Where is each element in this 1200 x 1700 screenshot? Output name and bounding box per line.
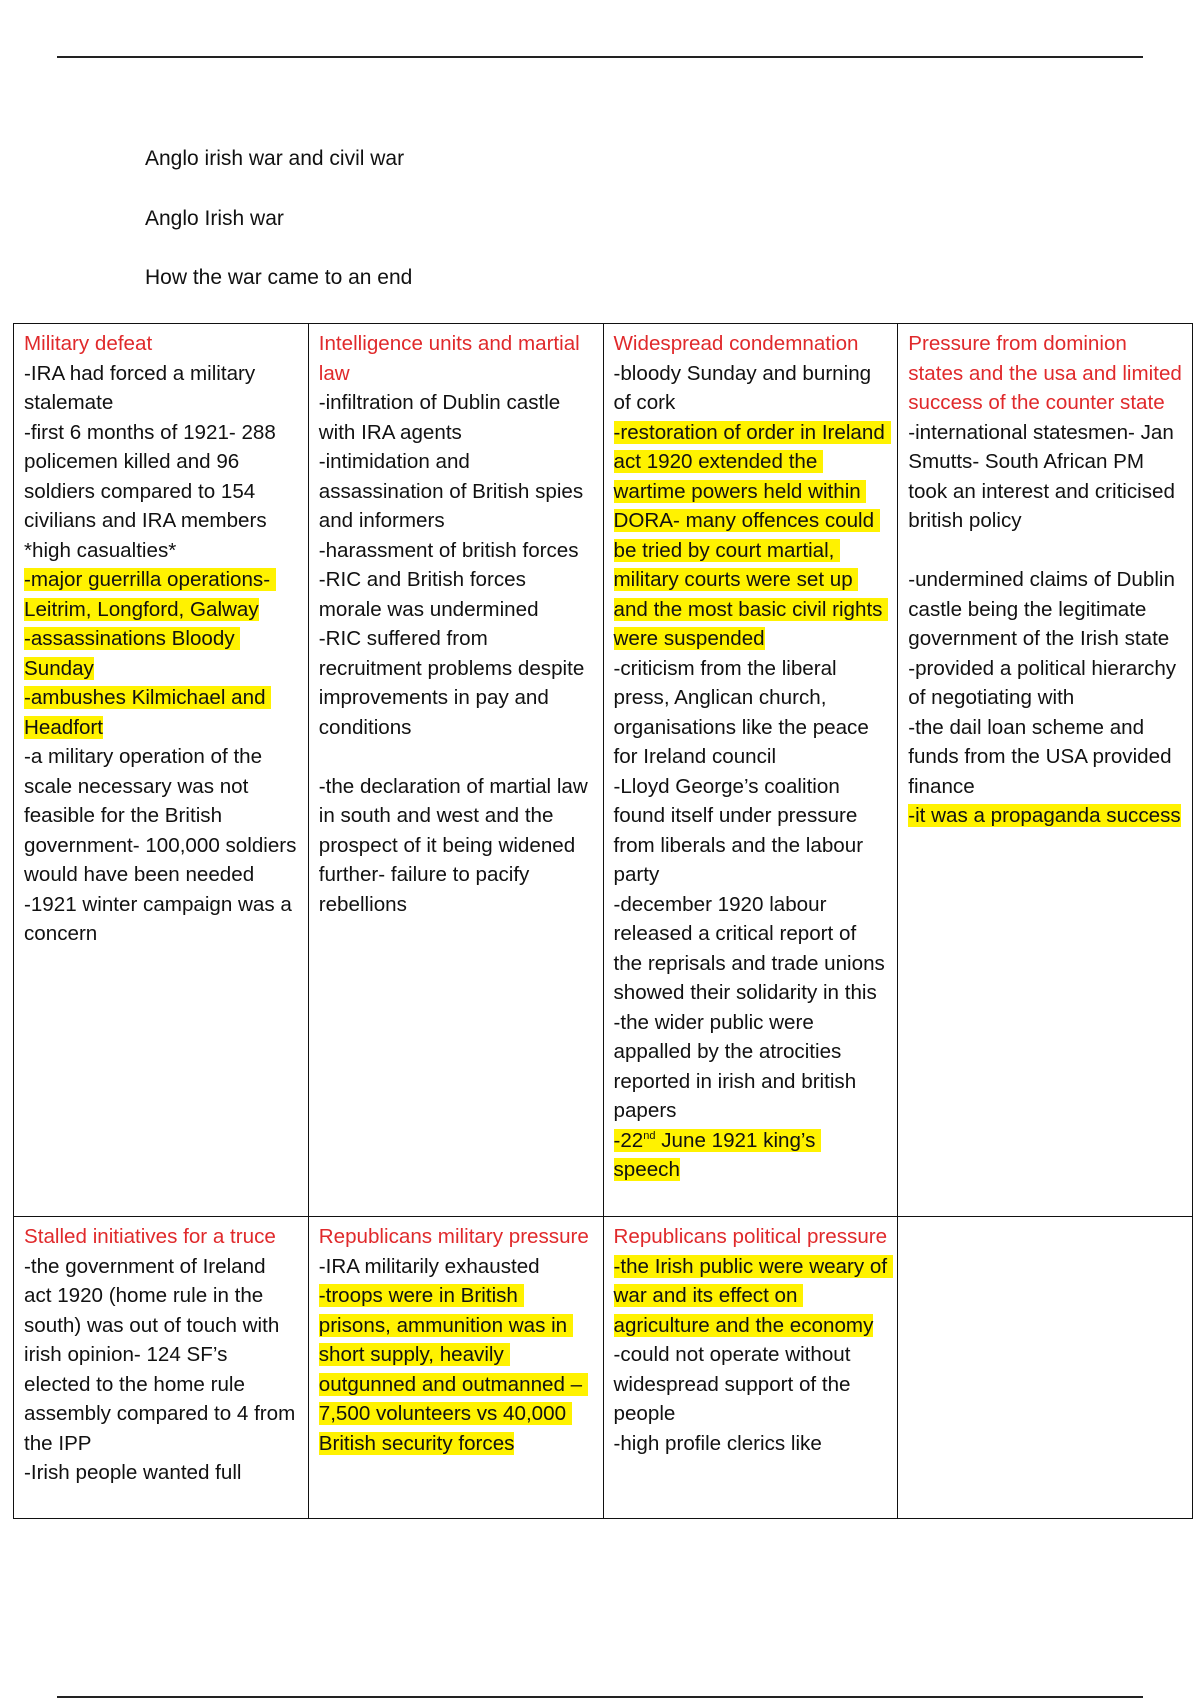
highlighted-text: -restoration of order in Ireland act 1920 extended the wartime powers held within DORA- many offences could be tried by court martial, military courts were set up and the most basic civil rights were suspended bbox=[613, 420, 891, 650]
cell-line bbox=[908, 801, 1182, 831]
cell-line: -undermined claims of Dublin castle being the legitimate government of the Irish state bbox=[908, 568, 1181, 650]
cell-title: Widespread condemnation bbox=[613, 332, 859, 355]
cell-line: -IRA militarily exhausted bbox=[318, 1254, 540, 1278]
cell-line: -infiltration of Dublin castle with IRA agents bbox=[318, 391, 566, 444]
cell-line bbox=[908, 536, 1182, 566]
section-heading: How the war came to an end bbox=[145, 266, 413, 289]
cell-line bbox=[24, 624, 298, 683]
cell-title: Intelligence units and martial law bbox=[318, 332, 580, 385]
cell-political-pressure bbox=[603, 1217, 898, 1519]
date-rest: June 1921 king’s speech bbox=[613, 1128, 822, 1181]
highlighted-text: -the Irish public were weary of war and its effect on agriculture and the economy bbox=[613, 1254, 893, 1337]
cell-line bbox=[319, 742, 593, 772]
cell-line: -criticism from the liberal press, Anglican church, organisations like the peace for Ireland council bbox=[613, 656, 875, 768]
date-day: -22 bbox=[613, 1128, 644, 1152]
cell-line bbox=[613, 1252, 893, 1341]
highlighted-text: -ambushes Kilmichael and Headfort bbox=[24, 686, 272, 739]
cell-empty bbox=[898, 1217, 1193, 1519]
table-row bbox=[14, 1217, 1193, 1519]
cell-line bbox=[24, 683, 298, 742]
cell-line bbox=[614, 1126, 888, 1185]
cell-title: Republicans military pressure bbox=[318, 1225, 589, 1248]
highlighted-text: -troops were in British prisons, ammunition was in short supply, heavily outgunned and outmanned – 7,500 volunteers vs 40,000 British security forces bbox=[318, 1284, 588, 1455]
cell-line: -first 6 months of 1921- 288 policemen killed and 96 soldiers compared to 154 civilians and IRA members *high casualties* bbox=[24, 420, 282, 562]
cell-title: Pressure from dominion states and the usa and limited success of the counter state bbox=[908, 332, 1182, 414]
cell-line: -december 1920 labour released a critical report of the reprisals and trade unions showed their solidarity in this bbox=[613, 892, 891, 1004]
ordinal-suffix: nd bbox=[643, 1129, 656, 1142]
highlighted-text: -major guerrilla operations- Leitrim, Longford, Galway bbox=[24, 568, 276, 621]
cell-intelligence-units bbox=[308, 324, 603, 1217]
cell-line: -Irish people wanted full bbox=[24, 1461, 242, 1484]
cell-title: Military defeat bbox=[24, 332, 153, 355]
cell-line: -provided a political hierarchy of negotiating with bbox=[908, 656, 1182, 709]
cell-widespread-condemnation bbox=[603, 324, 898, 1217]
cell-line: -the declaration of martial law in south and west and the prospect of it being widened further- failure to pacify rebellions bbox=[318, 774, 594, 916]
cell-line: -harassment of british forces bbox=[318, 538, 579, 562]
cell-line bbox=[613, 418, 891, 654]
cell-title: Stalled initiatives for a truce bbox=[24, 1225, 276, 1248]
highlighted-text bbox=[614, 1129, 822, 1182]
top-rule bbox=[57, 56, 1143, 58]
cell-line bbox=[319, 1281, 593, 1458]
document-title: Anglo irish war and civil war bbox=[145, 147, 405, 170]
cell-line: -IRA had forced a military stalemate bbox=[24, 361, 261, 414]
cell-military-pressure bbox=[308, 1217, 603, 1519]
cell-line: -high profile clerics like bbox=[613, 1431, 822, 1455]
cell-line: -1921 winter campaign was a concern bbox=[24, 892, 298, 945]
cell-dominion-pressure bbox=[898, 324, 1193, 1217]
cell-line: -Lloyd George’s coalition found itself under pressure from liberals and the labour party bbox=[613, 774, 869, 886]
cell-stalled-initiatives bbox=[14, 1217, 309, 1519]
cell-line: -the wider public were appalled by the atrocities reported in irish and british papers bbox=[613, 1010, 862, 1122]
notes-table bbox=[13, 323, 1193, 1519]
cell-military-defeat bbox=[14, 324, 309, 1217]
cell-line: -RIC and British forces morale was undermined bbox=[318, 568, 539, 621]
cell-line: -the government of Ireland act 1920 (home rule in the south) was out of touch with irish opinion- 124 SF’s elected to the home rule assembly compared to 4 from the IPP bbox=[24, 1254, 301, 1455]
cell-line: -intimidation and assassination of British spies and informers bbox=[318, 450, 589, 532]
bottom-rule bbox=[57, 1696, 1143, 1698]
cell-line: -could not operate without widespread support of the people bbox=[613, 1343, 857, 1425]
cell-line bbox=[24, 565, 298, 624]
cell-line: -international statesmen- Jan Smutts- South African PM took an interest and criticised british policy bbox=[908, 420, 1181, 532]
cell-line: -a military operation of the scale necessary was not feasible for the British government- 100,000 soldiers would have been needed bbox=[24, 745, 303, 886]
table-row bbox=[14, 324, 1193, 1217]
cell-line: -bloody Sunday and burning of cork bbox=[613, 361, 877, 414]
cell-line: -the dail loan scheme and funds from the USA provided finance bbox=[908, 715, 1178, 798]
cell-title: Republicans political pressure bbox=[613, 1225, 888, 1248]
cell-line: -RIC suffered from recruitment problems despite improvements in pay and conditions bbox=[318, 627, 591, 739]
highlighted-text: -assassinations Bloody Sunday bbox=[24, 627, 241, 680]
highlighted-text: -it was a propaganda success bbox=[908, 804, 1181, 827]
document-subtitle: Anglo Irish war bbox=[145, 207, 284, 230]
